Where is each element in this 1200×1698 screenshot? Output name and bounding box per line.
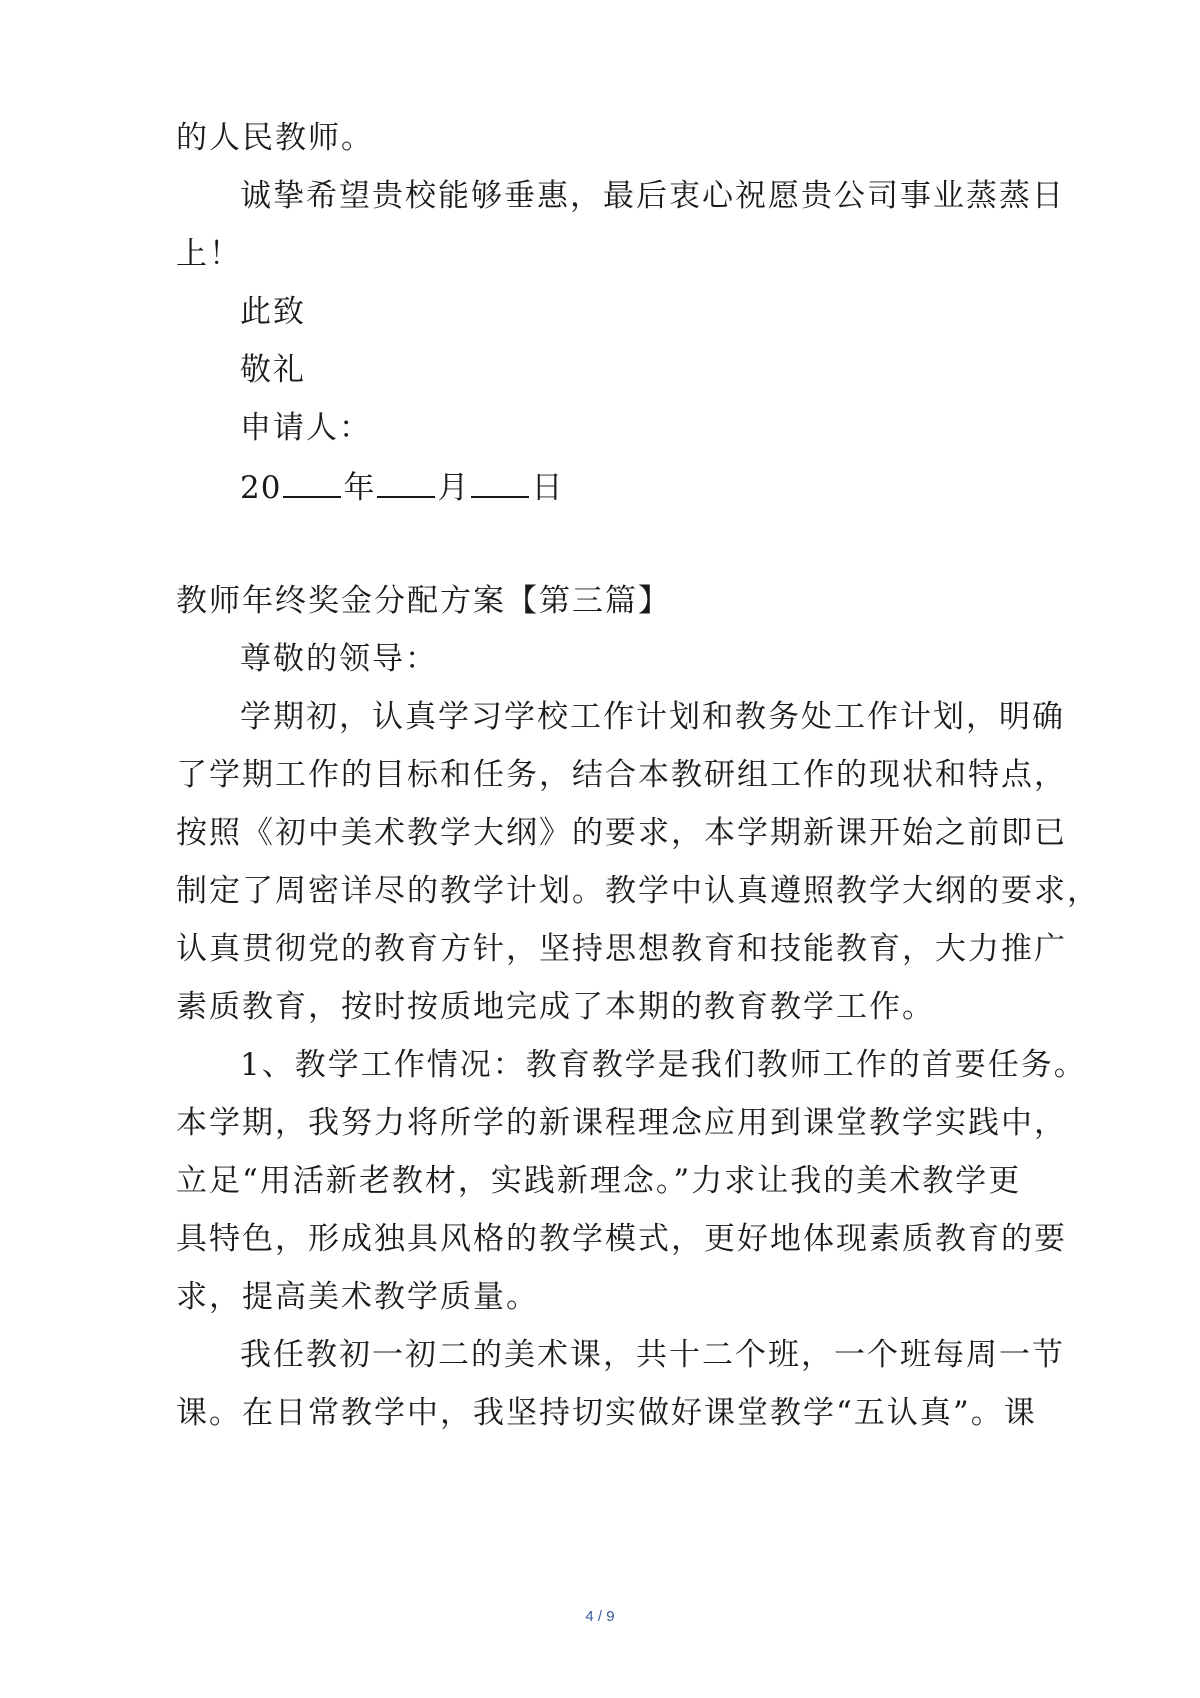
date-blank bbox=[283, 466, 341, 498]
text-line: 求，提高美术教学质量。 bbox=[176, 1279, 539, 1315]
date-year-prefix: 20 bbox=[240, 470, 282, 506]
text-line: 的人民教师。 bbox=[176, 120, 374, 156]
text-line: 我任教初一初二的美术课，共十二个班，一个班每周一节 bbox=[240, 1337, 1065, 1373]
date-blank bbox=[377, 466, 435, 498]
date-blank bbox=[471, 466, 529, 498]
text-line: 立足“用活新老教材，实践新理念。”力求让我的美术教学更 bbox=[176, 1163, 1022, 1199]
text-line: 1、教学工作情况：教育教学是我们教师工作的首要任务。 bbox=[240, 1047, 1087, 1083]
text-line: 素质教育，按时按质地完成了本期的教育教学工作。 bbox=[176, 989, 935, 1025]
salutation-line: 敬礼 bbox=[240, 352, 306, 388]
page-number: 4 / 9 bbox=[585, 1608, 615, 1625]
date-day-label: 日 bbox=[531, 470, 564, 506]
text-line: 课。在日常教学中，我坚持切实做好课堂教学“五认真”。课 bbox=[176, 1395, 1037, 1431]
section-heading: 教师年终奖金分配方案【第三篇】 bbox=[176, 583, 671, 619]
text-line: 诚挚希望贵校能够垂惠，最后衷心祝愿贵公司事业蒸蒸日 bbox=[240, 178, 1065, 214]
salutation-line: 此致 bbox=[240, 294, 306, 330]
text-line: 按照《初中美术教学大纲》的要求，本学期新课开始之前即已 bbox=[176, 815, 1067, 851]
text-line: 本学期，我努力将所学的新课程理念应用到课堂教学实践中， bbox=[176, 1105, 1067, 1141]
date-line bbox=[240, 466, 563, 508]
date-year-label: 年 bbox=[343, 470, 376, 506]
text-line: 认真贯彻党的教育方针，坚持思想教育和技能教育，大力推广 bbox=[176, 931, 1067, 967]
text-line: 尊敬的领导： bbox=[240, 641, 438, 677]
text-line: 了学期工作的目标和任务，结合本教研组工作的现状和特点， bbox=[176, 757, 1067, 793]
date-month-label: 月 bbox=[437, 470, 470, 506]
text-line: 具特色，形成独具风格的教学模式，更好地体现素质教育的要 bbox=[176, 1221, 1067, 1257]
text-line: 上！ bbox=[176, 236, 242, 272]
applicant-label: 申请人： bbox=[240, 410, 372, 446]
text-line: 学期初，认真学习学校工作计划和教务处工作计划，明确 bbox=[240, 699, 1065, 735]
text-line: 制定了周密详尽的教学计划。教学中认真遵照教学大纲的要求， bbox=[176, 873, 1100, 909]
